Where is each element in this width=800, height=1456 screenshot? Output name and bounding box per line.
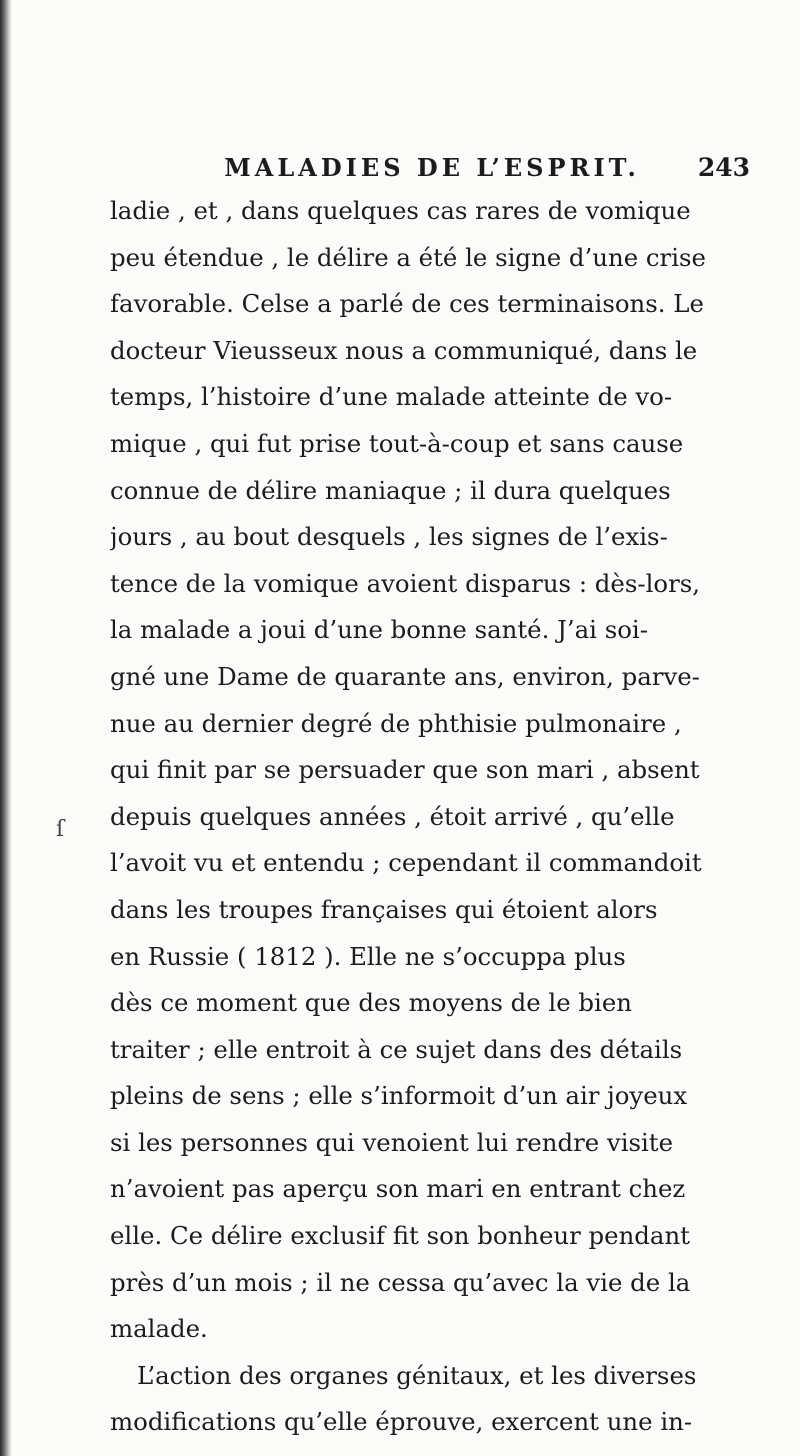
text-line: traiter ; elle entroit à ce sujet dans des détails [110,1034,683,1064]
text-line: n’avoient pas aperçu son mari en entrant chez [110,1174,686,1204]
text-line: gné une Dame de quarante ans, environ, parve- [110,661,700,691]
text-line: l’avoit vu et entendu ; cependant il commandoit [110,848,702,878]
text-line: connue de délire maniaque ; il dura quelques [110,475,671,505]
text-line: peu étendue , le délire a été le signe d’une crise [110,242,706,272]
text-line: temps, l’histoire d’une malade atteinte de vo- [110,382,673,412]
margin-mark: ſ [56,817,65,842]
text-line: ladie , et , dans quelques cas rares de vomique [110,196,691,225]
text-line: malade. [110,1314,208,1344]
binding-edge [0,0,12,1456]
text-line: la malade a joui d’une bonne santé. J’ai soi- [110,615,648,645]
text-line: si les personnes qui venoient lui rendre visite [110,1127,674,1157]
text-line: près d’un mois ; il ne cessa qu’avec la vie de la [110,1267,691,1297]
text-line: mique , qui fut prise tout-à-coup et sans cause [110,428,684,458]
text-line: pleins de sens ; elle s’informoit d’un air joyeux [110,1081,688,1111]
text-line: L’action des organes génitaux, et les diverses [137,1360,697,1390]
text-line: tence de la vomique avoient disparus : dès-lors, [110,568,701,598]
text-line: favorable. Celse a parlé de ces terminaisons. Le [110,289,704,319]
page-header [114,146,750,190]
page-number: 243 [697,153,750,182]
text-line: docteur Vieusseux nous a communiqué, dans le [110,335,698,365]
text-line: depuis quelques années , étoit arrivé , qu’elle [110,801,675,831]
text-line: en Russie ( 1812 ). Elle ne s’occuppa plus [110,941,626,971]
text-line: nue au dernier degré de phthisie pulmonaire , [110,708,682,738]
text-line: qui finit par se persuader que son mari , absent [110,755,700,785]
text-line: dans les troupes françaises qui étoient alors [110,894,658,924]
body-text [110,188,754,1446]
text-line: dès ce moment que des moyens de le bien [110,988,632,1018]
text-line: jours , au bout desquels , les signes de l’exis- [110,522,668,552]
running-head: MALADIES DE L’ESPRIT. [224,153,640,182]
text-line: modifications qu’elle éprouve, exercent une in- [110,1407,693,1437]
text-line: elle. Ce délire exclusif fit son bonheur pendant [110,1221,690,1251]
